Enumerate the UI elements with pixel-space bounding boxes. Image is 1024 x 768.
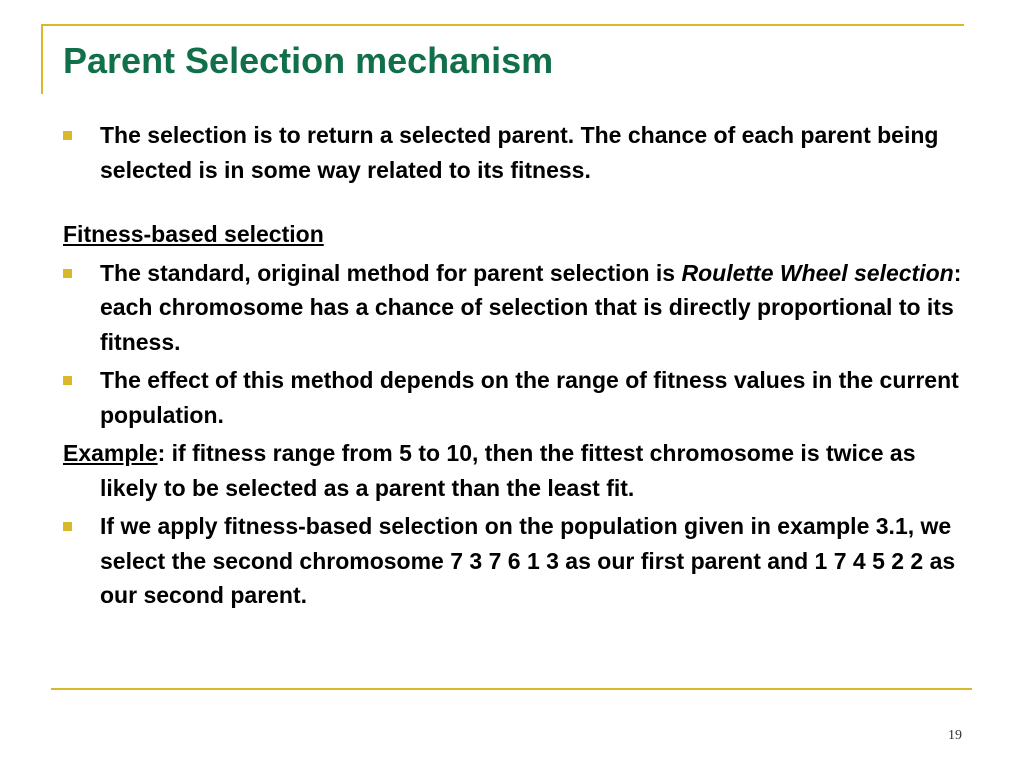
bullet-application	[63, 509, 968, 613]
example-text: : if fitness range from 5 to 10, then the fittest chromosome is twice as likely to be selected as a parent than the least fit.	[100, 440, 916, 501]
bullet-effect	[63, 363, 968, 432]
bullet-roulette-text-start: The standard, original method for parent selection is	[100, 259, 682, 286]
page-number: 19	[948, 728, 962, 743]
frame-left-line	[41, 24, 43, 94]
slide-title: Parent Selection mechanism	[63, 40, 554, 81]
bullet-roulette-text-end: : each chromosome has a chance of selection that is directly proportional to its fitness.	[100, 259, 962, 355]
bullet-application-text: If we apply fitness-based selection on the population given in example 3.1, we select the second chromosome 7 3 7 6 1 3 as our first parent and 1 7 4 5 2 2 as our second parent.	[100, 513, 956, 608]
example-label: Example	[63, 440, 158, 466]
section-heading: Fitness-based selection	[63, 221, 324, 247]
slide-body	[63, 118, 968, 613]
bullet-roulette	[63, 256, 968, 360]
square-bullet-icon	[63, 522, 72, 531]
square-bullet-icon	[63, 269, 72, 278]
square-bullet-icon	[63, 376, 72, 385]
bullet-effect-text: The effect of this method depends on the range of fitness values in the current population.	[100, 367, 959, 428]
frame-top-line	[41, 24, 964, 26]
bullet-intro-text: The selection is to return a selected parent. The chance of each parent being selected is in some way related to its fitness.	[100, 122, 939, 183]
example-paragraph	[63, 436, 968, 505]
square-bullet-icon	[63, 131, 72, 140]
bullet-intro	[63, 118, 968, 187]
frame-bottom-line	[51, 688, 972, 690]
roulette-wheel-term: Roulette Wheel selection	[681, 259, 954, 286]
